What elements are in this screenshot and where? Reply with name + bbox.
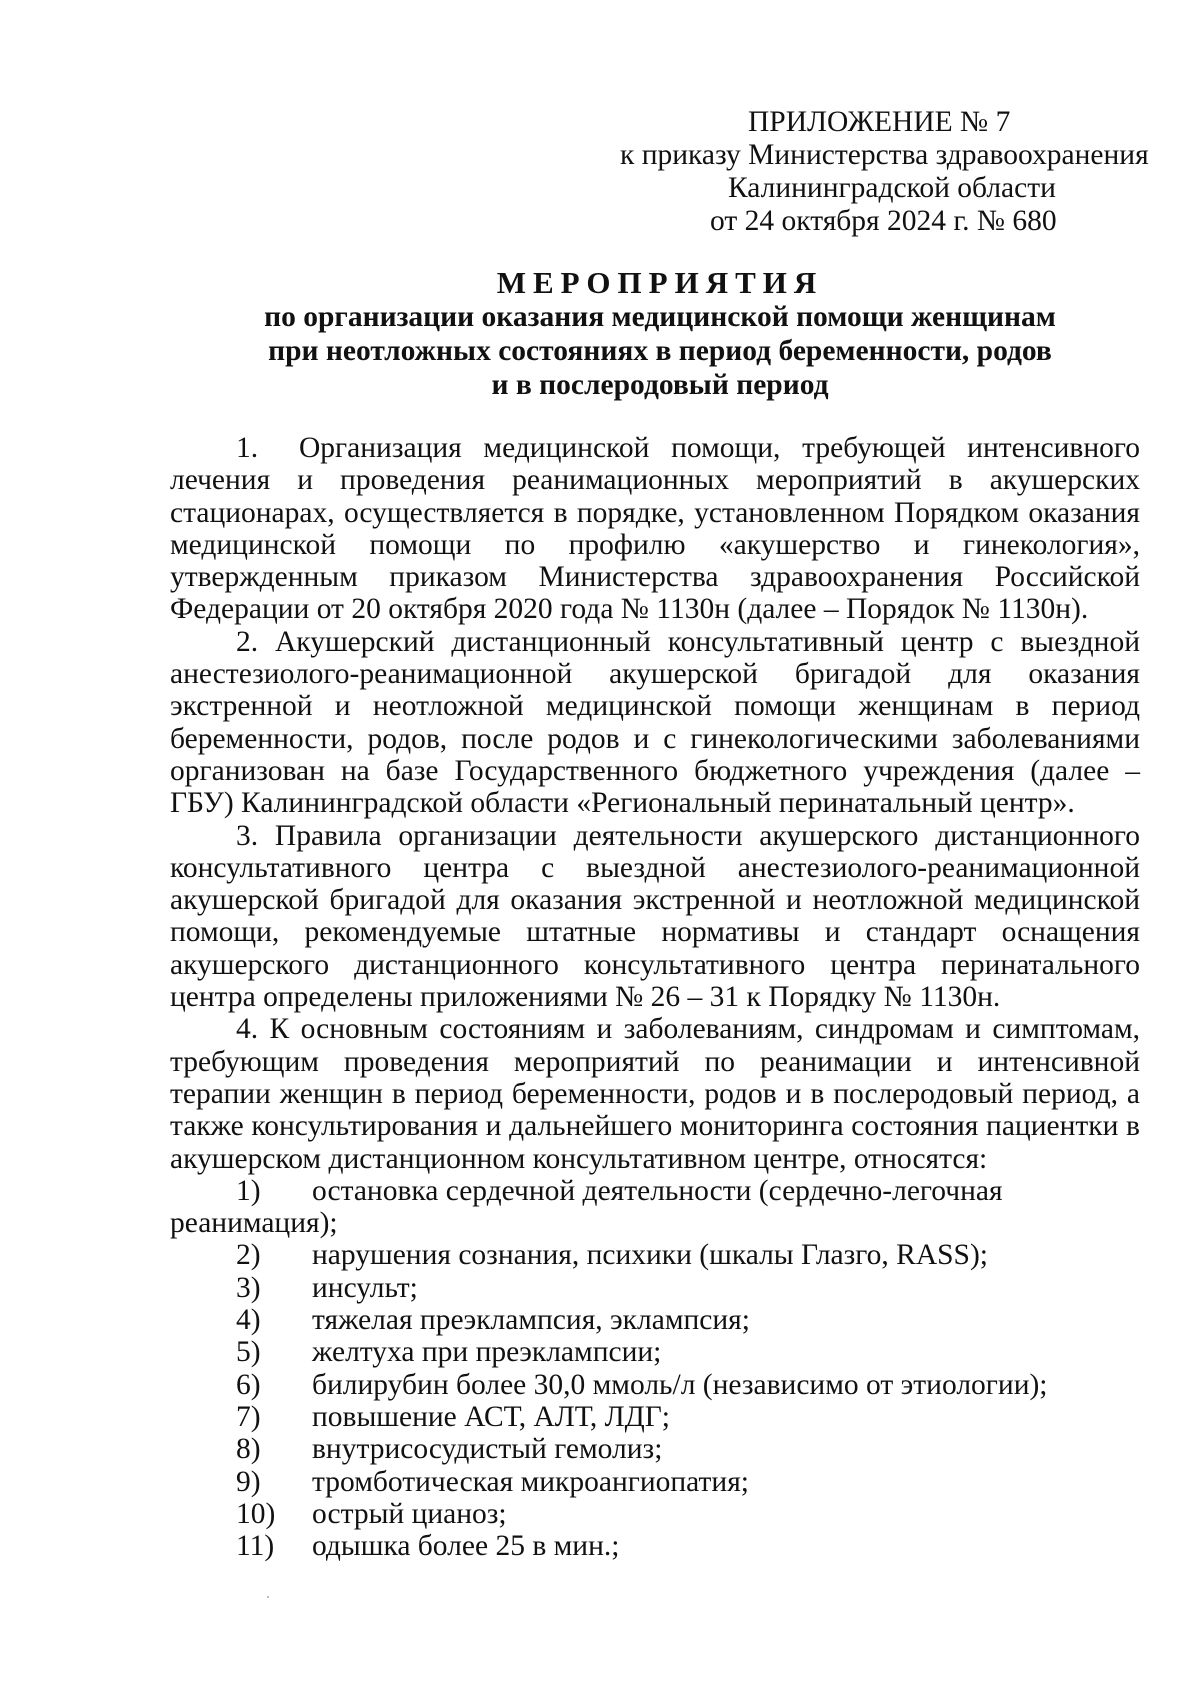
list-item-text: остановка сердечной деятельности (сердечно-легочная реанимация); <box>170 1174 1003 1240</box>
list-item <box>170 1272 1140 1304</box>
list-item-number: 9) <box>236 1465 261 1498</box>
document-body <box>170 432 1140 1562</box>
list-item-text: тяжелая преэклампсия, эклампсия; <box>312 1304 750 1337</box>
list-item-number: 4) <box>236 1304 261 1337</box>
order-reference: к приказу Министерства здравоохранения <box>620 139 1149 171</box>
list-item-number: 1) <box>236 1174 261 1207</box>
list-item <box>170 1466 1140 1498</box>
paragraph-1-number: 1. <box>236 432 259 464</box>
list-item-number: 11) <box>236 1530 275 1563</box>
list-item-number: 8) <box>236 1433 261 1466</box>
document-subtitle-line-3: и в послеродовый период <box>491 369 829 401</box>
list-item-text: нарушения сознания, психики (шкалы Глазго, RASS); <box>312 1239 988 1272</box>
list-item <box>170 1336 1140 1368</box>
paragraph-4 <box>170 1013 1140 1174</box>
list-item-text: желтуха при преэклампсии; <box>312 1336 662 1369</box>
list-item <box>170 1498 1140 1530</box>
list-item <box>170 1401 1140 1433</box>
list-item-text: тромботическая микроангиопатия; <box>312 1465 749 1498</box>
list-item-text: инсульт; <box>312 1271 418 1304</box>
list-item-text: повышение АСТ, АЛТ, ЛДГ; <box>312 1400 670 1433</box>
appendix-header <box>620 106 1149 238</box>
paragraph-3 <box>170 820 1140 1014</box>
list-item <box>170 1369 1140 1401</box>
document-title-block <box>180 266 1140 402</box>
list-item-number: 5) <box>236 1336 261 1369</box>
list-item <box>170 1175 1140 1240</box>
document-title: МЕРОПРИЯТИЯ <box>496 265 824 300</box>
paragraph-2-text: 2. Акушерский дистанционный консультативный центр с выездной анестезиолого-реанимационной акушерской бригадой для оказания экстренной и неотложной медицинской помощи женщинам в период беременности, родов, после родов и с гинекологическими заболеваниями организован на базе Государственного бюджетного учреждения (далее – ГБУ) Калининградской области «Региональный перинатальный центр». <box>170 625 1140 820</box>
list-item-number: 7) <box>236 1400 261 1433</box>
list-item-number: 2) <box>236 1239 261 1272</box>
region-name: Калининградской области <box>728 172 1056 204</box>
paragraph-1-text: Организация медицинской помощи, требующей интенсивного лечения и проведения реанимационных мероприятий в акушерских стационарах, осуществляется в порядке, установленном Порядком оказания медицинской помощи по профилю «акушерство и гинекология», утвержденным приказом Министерства здравоохранения Российской Федерации от 20 октября 2020 года № 1130н (далее – Порядок № 1130н). <box>170 432 1140 626</box>
paragraph-4-text: 4. К основным состояниям и заболеваниям, синдромам и симптомам, требующим проведения мероприятий по реанимации и интенсивной терапии женщин в период беременности, родов и в послеродовый период, а также консультирования и дальнейшего мониторинга состояния пациентки в акушерском дистанционном консультативном центре, относятся: <box>170 1013 1140 1175</box>
paragraph-3-text: 3. Правила организации деятельности акушерского дистанционного консультативного центра с выездной анестезиолого-реанимационной акушерской бригадой для оказания экстренной и неотложной медицинской помощи, рекомендуемые штатные нормативы и стандарт оснащения акушерского дистанционного консультативного центра перинатального центра определены приложениями № 26 – 31 к Порядку № 1130н. <box>170 819 1140 1014</box>
list-item-number: 6) <box>236 1368 261 1401</box>
list-item <box>170 1433 1140 1465</box>
list-item-text: одышка более 25 в мин.; <box>312 1530 620 1563</box>
list-item-number: 3) <box>236 1271 261 1304</box>
list-item <box>170 1304 1140 1336</box>
paragraph-2 <box>170 626 1140 820</box>
document-subtitle-line-1: по организации оказания медицинской помощи женщинам <box>264 301 1056 333</box>
order-date-number: от 24 октября 2024 г. № 680 <box>710 205 1057 237</box>
conditions-list <box>170 1175 1140 1563</box>
list-item <box>170 1530 1140 1562</box>
list-item-number: 10) <box>236 1497 276 1530</box>
scan-artifact-dot <box>267 1596 269 1598</box>
list-item-text: билирубин более 30,0 ммоль/л (независимо от этиологии); <box>312 1368 1048 1401</box>
list-item-text: внутрисосудистый гемолиз; <box>312 1433 663 1466</box>
appendix-number: ПРИЛОЖЕНИЕ № 7 <box>748 106 1011 138</box>
list-item-text: острый цианоз; <box>312 1497 507 1530</box>
list-item <box>170 1239 1140 1271</box>
paragraph-1 <box>170 432 1140 626</box>
document-subtitle-line-2: при неотложных состояниях в период беременности, родов <box>268 335 1052 367</box>
